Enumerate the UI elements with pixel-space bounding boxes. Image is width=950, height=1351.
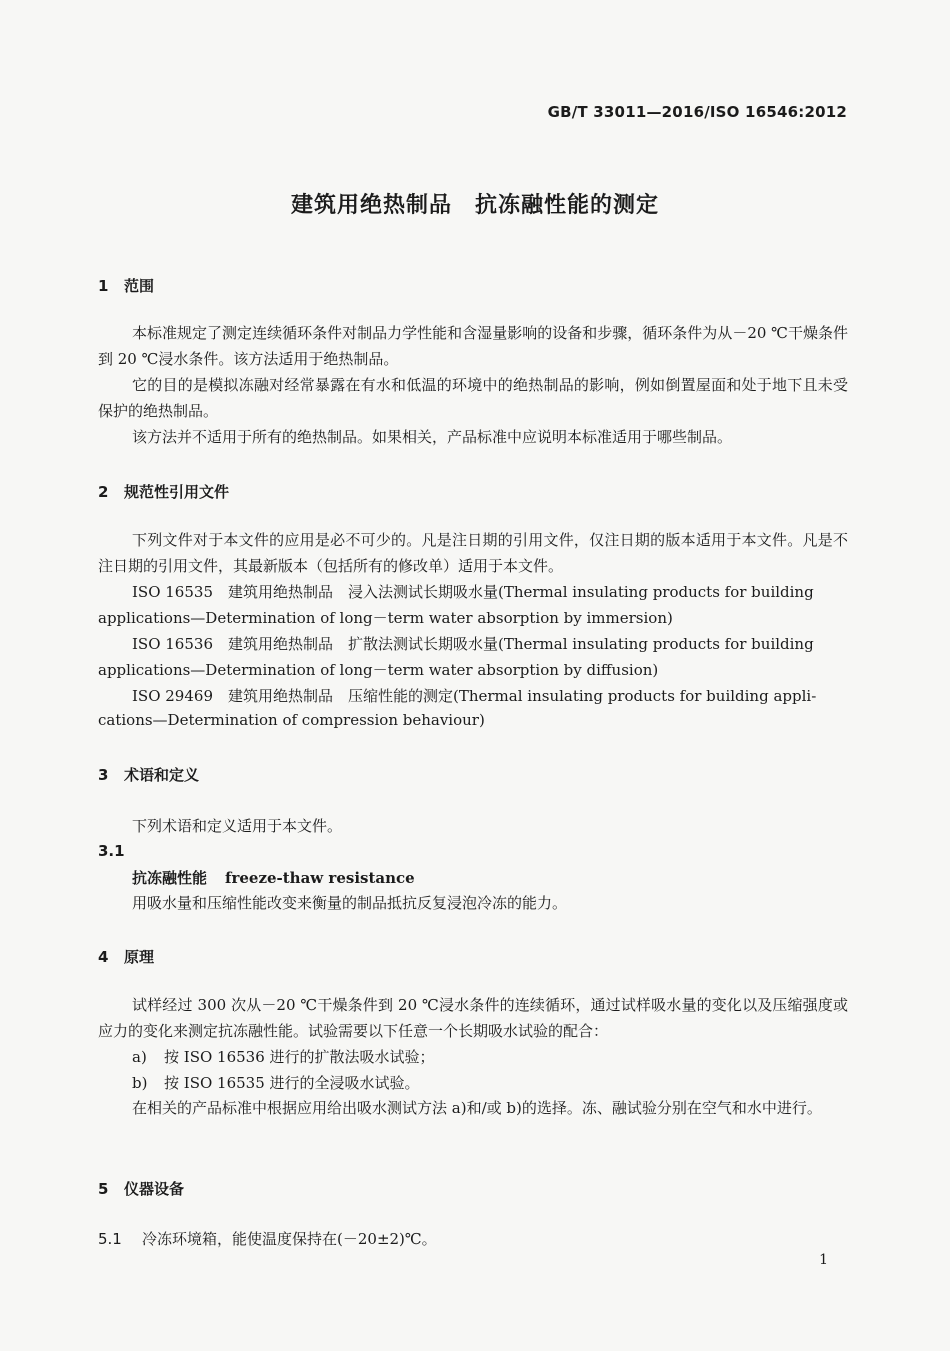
list-item-a <box>132 1046 435 1067</box>
list-text: 按 ISO 16535 进行的全浸吸水试验。 <box>164 1074 420 1092</box>
term-english: freeze-thaw resistance <box>225 869 415 887</box>
section-1-heading <box>98 275 154 296</box>
subsection-3-1-number: 3.1 <box>98 842 125 860</box>
standard-code: GB/T 33011—2016/ISO 16546:2012 <box>547 103 847 121</box>
term-chinese: 抗冻融性能 <box>132 869 208 887</box>
section-number: 4 <box>98 948 109 966</box>
section-2-paragraph-1: 下列文件对于本文件的应用是必不可少的。凡是注日期的引用文件，仅注日期的版本适用于本文件。凡是不注日期的引用文件，其最新版本（包括所有的修改单）适用于本文件。 <box>98 531 848 575</box>
section-1-paragraph-1: 本标准规定了测定连续循环条件对制品力学性能和含湿量影响的设备和步骤，循环条件为从－20 ℃干燥条件到 20 ℃浸水条件。该方法适用于绝热制品。 <box>98 324 848 368</box>
document-title: 建筑用绝热制品 抗冻融性能的测定 <box>290 193 659 218</box>
section-number: 3 <box>98 766 109 784</box>
section-number: 1 <box>98 277 109 295</box>
list-marker: a) <box>132 1048 147 1066</box>
subsection-number: 5.1 <box>98 1230 122 1248</box>
reference-iso-16535: ISO 16535 建筑用绝热制品 浸入法测试长期吸水量(Thermal insulating products for building <box>132 583 814 601</box>
list-text: 按 ISO 16536 进行的扩散法吸水试验； <box>164 1048 435 1066</box>
list-item-b <box>132 1072 420 1093</box>
subsection-text: 冷冻环境箱，能使温度保持在(－20±2)℃。 <box>142 1230 437 1248</box>
section-4-paragraph-2: 在相关的产品标准中根据应用给出吸水测试方法 a)和/或 b)的选择。冻、融试验分别在空气和水中进行。 <box>132 1099 822 1117</box>
reference-iso-16536-continued: applications—Determination of long－term water absorption by diffusion) <box>98 661 659 679</box>
page-number: 1 <box>819 1252 828 1268</box>
section-number: 5 <box>98 1180 109 1198</box>
reference-iso-16536: ISO 16536 建筑用绝热制品 扩散法测试长期吸水量(Thermal insulating products for building <box>132 635 814 653</box>
section-number: 2 <box>98 483 109 501</box>
section-5-heading <box>98 1178 184 1199</box>
reference-iso-16535-continued: applications—Determination of long－term water absorption by immersion) <box>98 609 673 627</box>
section-3-paragraph-1: 下列术语和定义适用于本文件。 <box>132 817 343 835</box>
section-4-heading <box>98 946 154 967</box>
section-title: 规范性引用文件 <box>124 483 230 501</box>
list-marker: b) <box>132 1074 148 1092</box>
subsection-5-1 <box>98 1228 437 1249</box>
term-definition: 用吸水量和压缩性能改变来衡量的制品抵抗反复浸泡冷冻的能力。 <box>132 894 568 912</box>
reference-iso-29469: ISO 29469 建筑用绝热制品 压缩性能的测定(Thermal insulating products for building appli- <box>132 687 817 705</box>
section-title: 原理 <box>124 948 155 966</box>
section-title: 范围 <box>124 277 155 295</box>
section-title: 仪器设备 <box>124 1180 185 1198</box>
term-entry <box>132 867 415 888</box>
section-title: 术语和定义 <box>124 766 200 784</box>
section-2-heading <box>98 481 229 502</box>
section-4-paragraph-1: 试样经过 300 次从－20 ℃干燥条件到 20 ℃浸水条件的连续循环，通过试样吸水量的变化以及压缩强度或应力的变化来测定抗冻融性能。试验需要以下任意一个长期吸水试验的配合： <box>98 996 848 1040</box>
section-1-paragraph-3: 该方法并不适用于所有的绝热制品。如果相关，产品标准中应说明本标准适用于哪些制品。 <box>132 428 733 446</box>
section-3-heading <box>98 764 199 785</box>
section-1-paragraph-2: 它的目的是模拟冻融对经常暴露在有水和低温的环境中的绝热制品的影响，例如倒置屋面和处于地下且未受保护的绝热制品。 <box>98 376 848 420</box>
reference-iso-29469-continued: cations—Determination of compression behaviour) <box>98 711 485 729</box>
